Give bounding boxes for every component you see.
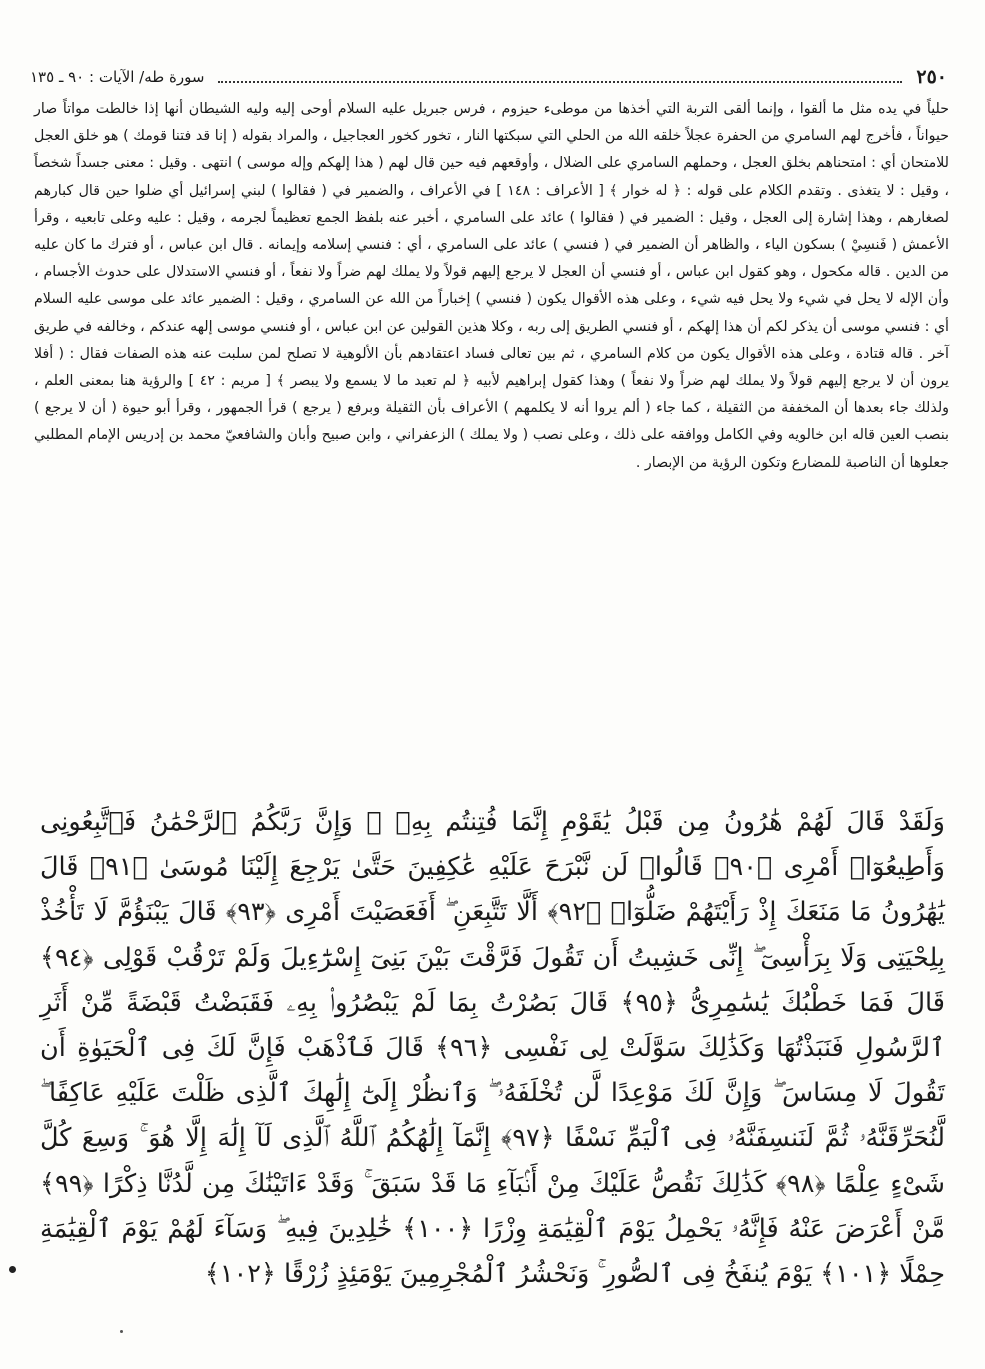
header-dotted-leader: [218, 71, 902, 83]
scan-speck: [120, 1330, 123, 1333]
commentary-text: حلياً في يده مثل ما ألقوا ، وإنما ألقى التربة التي أخذها من موطىء حيزوم ، فرس جبريل عليه السلام أوحى إليه وليه الشيطان أنها إذا خالطت مواتاً صار حيواناً ، فأخرج لهم السامري من الحفرة عجلاً خلقه الله من الحلي التي سبكتها النار ، تخور كخور العجاجيل ، والمراد بقوله ( إنا قد فتنا قومك ) هو خلق العجل للامتحان أي : امتحناهم بخلق العجل ، وحملهم السامري على الضلال ، وأوقعهم فيه حين قال لهم ( هذا إلهكم وإله موسى ) انتهى . وقيل : معنى جسداً شخصاً ، وقيل : لا يتغذى . وتقدم الكلام على قوله : ﴿ له خوار ﴾ [ الأعراف : ١٤٨ ] في الأعراف ، والضمير في ( فقالوا ) لبني إسرائيل أي ضلوا حين قال كبارهم لصغارهم ، وهذا إشارة إلى العجل ، وقيل : الضمير في ( فقالوا ) عائد على السامري ، أخبر عنه بلفظ الجمع تعظيماً لجرمه ، وقيل : عليه وعلى تابعيه ، وقرأ الأعمش ( فَنسِيْ ) بسكون الياء ، والظاهر أن الضمير في ( فنسي ) عائد على السامري ، أي : فنسي إسلامه وإيمانه . قال ابن عباس ، أو فترك ما كان عليه من الدين . قاله مكحول ، وهو كقول ابن عباس ، أو فنسي أن العجل لا يرجع إليهم قولاً ولا يملك لهم ضراً ولا نفعاً ، أو فنسي الاستدلال على حدوث الأجسام ، وأن الإله لا يحل في شيء ولا يحل فيه شيء ، وعلى هذه الأقوال يكون ( فنسي ) إخباراً من الله عن السامري ، وقيل : الضمير عائد على موسى عليه السلام أي : فنسي موسى أن يذكر لكم أن هذا إلهكم ، أو فنسي الطريق إلى ربه ، وكلا هذين القولين عن ابن عباس ، أو فنسي موسى إلهه عندكم ، وخالفه في طريق آخر . قاله قتادة ، وعلى هذه الأقوال يكون من كلام السامري ، ثم بين تعالى فساد اعتقادهم بأن الألوهية لا تصلح لمن سلبت عنه هذه الصفات فقال : ( أفلا يرون أن لا يرجع إليهم قولاً ولا يملك لهم ضراً ولا نفعاً ) وهذا كقول إبراهيم لأبيه ﴿ لم تعبد ما لا يسمع ولا يبصر ﴾ [ مريم : ٤٢ ] والرؤية هنا بمعنى العلم ، ولذلك جاء بعدها أن المخففة من الثقيلة ، كما جاء ( ألم يروا أنه لا يكلمهم ) الأعراف بأن الثقيلة وبرفع ( يرجع ) قرأ الجمهور ، وقرأ أبو حيوة ( أن لا يرجع ) بنصب العين قاله ابن خالويه وفي الكامل ووافقه على ذلك ، وعلى نصب ( ولا يملك ) الزعفراني ، وابن صبيح وأبان والشافعيّ محمد بن إدريس الإمام المطلبي جعلوها أن الناصبة للمضارع وتكون الرؤية من الإبصار .: [34, 101, 949, 471]
quran-verses-block: [40, 800, 945, 1297]
running-title: سورة طه/ الآيات : ٩٠ ـ ١٣٥: [30, 68, 205, 86]
quran-verses-text: وَلَقَدْ قَالَ لَهُمْ هَٰرُونُ مِن قَبْلُ يَٰقَوْمِ إِنَّمَا فُتِنتُم بِهِۦ ۖ وَإِنَّ رَبَّكُمُ ٱلرَّحْمَٰنُ فَٱتَّبِعُونِى وَأَطِيعُوٓا۟ أَمْرِى ﴿٩٠﴾ قَالُوا۟ لَن نَّبْرَحَ عَلَيْهِ عَٰكِفِينَ حَتَّىٰ يَرْجِعَ إِلَيْنَا مُوسَىٰ ﴿٩١﴾ قَالَ يَٰهَٰرُونُ مَا مَنَعَكَ إِذْ رَأَيْتَهُمْ ضَلُّوٓا۟ ﴿٩٢﴾ أَلَّا تَتَّبِعَنِ ۖ أَفَعَصَيْتَ أَمْرِى ﴿٩٣﴾ قَالَ يَبْنَؤُمَّ لَا تَأْخُذْ بِلِحْيَتِى وَلَا بِرَأْسِىٓ ۖ إِنِّى خَشِيتُ أَن تَقُولَ فَرَّقْتَ بَيْنَ بَنِىٓ إِسْرَٰٓءِيلَ وَلَمْ تَرْقُبْ قَوْلِى ﴿٩٤﴾ قَالَ فَمَا خَطْبُكَ يَٰسَٰمِرِىُّ ﴿٩٥﴾ قَالَ بَصُرْتُ بِمَا لَمْ يَبْصُرُوا۟ بِهِۦ فَقَبَضْتُ قَبْضَةً مِّنْ أَثَرِ ٱلرَّسُولِ فَنَبَذْتُهَا وَكَذَٰلِكَ سَوَّلَتْ لِى نَفْسِى ﴿٩٦﴾ قَالَ فَٱذْهَبْ فَإِنَّ لَكَ فِى ٱلْحَيَوٰةِ أَن تَقُولَ لَا مِسَاسَ ۖ وَإِنَّ لَكَ مَوْعِدًا لَّن تُخْلَفَهُۥ ۖ وَٱنظُرْ إِلَىٰٓ إِلَٰهِكَ ٱلَّذِى ظَلْتَ عَلَيْهِ عَاكِفًا ۖ لَّنُحَرِّقَنَّهُۥ ثُمَّ لَنَنسِفَنَّهُۥ فِى ٱلْيَمِّ نَسْفًا ﴿٩٧﴾ إِنَّمَآ إِلَٰهُكُمُ ٱللَّهُ ٱلَّذِى لَآ إِلَٰهَ إِلَّا هُوَ ۚ وَسِعَ كُلَّ شَىْءٍ عِلْمًا ﴿٩٨﴾ كَذَٰلِكَ نَقُصُّ عَلَيْكَ مِنْ أَنۢبَآءِ مَا قَدْ سَبَقَ ۚ وَقَدْ ءَاتَيْنَٰكَ مِن لَّدُنَّا ذِكْرًا ﴿٩٩﴾ مَّنْ أَعْرَضَ عَنْهُ فَإِنَّهُۥ يَحْمِلُ يَوْمَ ٱلْقِيَٰمَةِ وِزْرًا ﴿١٠٠﴾ خَٰلِدِينَ فِيهِ ۖ وَسَآءَ لَهُمْ يَوْمَ ٱلْقِيَٰمَةِ حِمْلًا ﴿١٠١﴾ يَوْمَ يُنفَخُ فِى ٱلصُّورِ ۚ وَنَحْشُرُ ٱلْمُجْرِمِينَ يَوْمَئِذٍ زُرْقًا ﴿١٠٢﴾: [40, 807, 946, 1290]
commentary-block: [34, 96, 949, 477]
page-header: [30, 64, 947, 90]
page-number: ٢٥٠: [916, 66, 947, 88]
margin-mark: [9, 1266, 16, 1273]
